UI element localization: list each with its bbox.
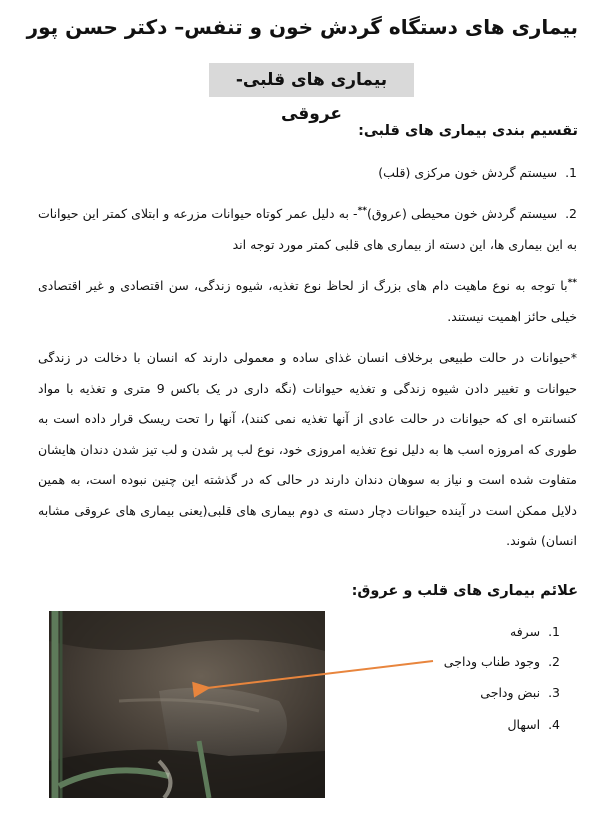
arrow-line — [207, 661, 433, 688]
list-item-text: نبض وداجی — [480, 685, 541, 700]
document-title: بیماری های دستگاه گردش خون و تنفس– دکتر حسن پور — [26, 15, 578, 39]
list-item-text: وجود طناب وداجی — [443, 654, 541, 669]
paragraph-mark: * — [570, 350, 577, 365]
list-item-text: سیستم گردش خون محیطی (عروق) — [366, 206, 558, 222]
footnote-mark: ** — [357, 206, 367, 216]
footnote-text: با توجه به نوع ماهیت دام های بزرگ از لحاظ نوع تغذیه، شیوه زندگی، سن اقتصادی و غیر اقتصادی خیلی حائز اهمیت نیستند. — [38, 278, 577, 325]
section-title-banner: بیماری های قلبی- عروقی — [209, 63, 414, 97]
list-number: 4. — [548, 717, 560, 732]
list-number: 3. — [548, 685, 560, 700]
paragraph-text: حیوانات در حالت طبیعی برخلاف انسان غذای ساده و معمولی دارند که انسان با دخالت در زندگی حیوانات و تغییر دادن شیوه زندگی و تغذیه حیوانات (نگه داری در یک باکس 9 متری و تغذیه با مواد کنسانتره ای که حیوانات در حالت عادی از آنها تغذیه نمی کنند)، آنها را تحت ریسک قرار داده است به طوری که امروزه اسب ها به دلیل نوع تغذیه امروزی خود، نوع لب پر شدن و لب تیز شدن دندان هایشان متفاوت شده است و نیاز به سوهان دندان دارند در حالی که در گذشته این چنین نبوده است، به همین دلایل ممکن است در آینده حیوانات دچار دسته ی دوم بیماری های قلبی(یعنی بیماری های عروقی مشابه انسان) شوند. — [38, 350, 577, 548]
list-item-text: سرفه — [510, 624, 541, 639]
symptoms-heading: علائم بیماری های قلب و عروق: — [351, 583, 578, 599]
list-item-text: اسهال — [507, 717, 541, 732]
list-number: 2. — [565, 206, 577, 222]
list-number: 1. — [548, 624, 560, 639]
list-item-text: سیستم گردش خون مرکزی (قلب) — [378, 165, 558, 180]
classification-heading: تقسیم بندی بیماری های قلبی: — [358, 123, 578, 139]
list-item-continuation: - به دلیل عمر کوتاه حیوانات مزرعه و ابتلای کمتر این حیوانات به این بیماری ها، این دسته از بیماری های قلبی کمتر مورد توجه اند — [38, 206, 577, 253]
list-number: 1. — [565, 165, 577, 180]
list-number: 2. — [548, 654, 560, 669]
footnote-mark: ** — [567, 278, 577, 288]
